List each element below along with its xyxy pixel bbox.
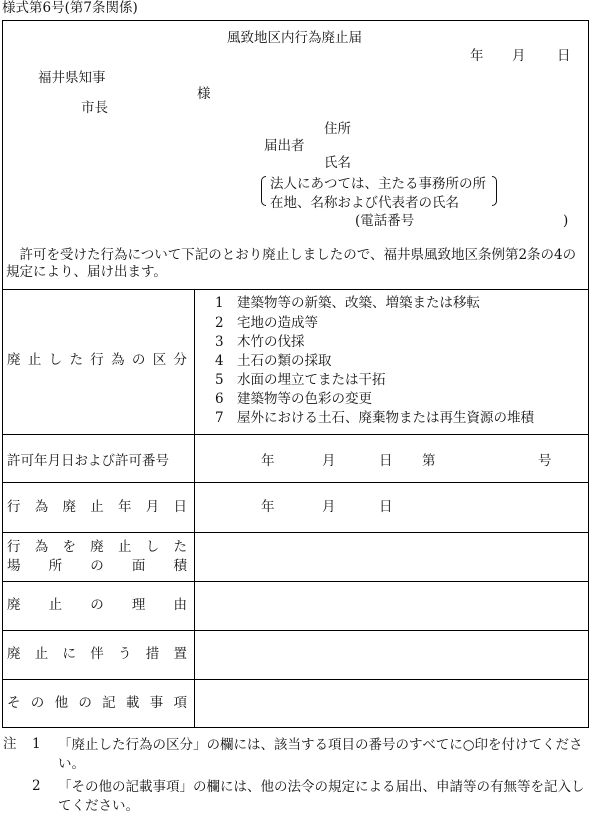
permit-label: 許可年月日および許可番号: [7, 453, 169, 469]
abolish-month-label: 月: [322, 499, 336, 515]
table-rule: [2, 434, 589, 435]
name-label: 氏名: [324, 155, 351, 171]
right-brace: [492, 176, 497, 206]
corporation-note-line1: 法人にあつては、主たる事務所の所: [270, 176, 486, 192]
measures-label: 廃 止 に 伴 う 措 置: [7, 646, 187, 662]
form-number: 様式第6号(第7条関係): [2, 0, 138, 16]
category-item[interactable]: 5 水面の埋立てまたは干拓: [215, 372, 386, 388]
other-items-label: そ の 他 の 記 載 事 項: [7, 695, 187, 711]
category-item[interactable]: 7 屋外における土石、廃棄物または再生資源の堆積: [215, 410, 534, 426]
abolish-date-label: 行 為 廃 止 年 月 日: [7, 499, 187, 515]
notifier-label: 届出者: [264, 138, 305, 154]
permit-year-label: 年: [261, 453, 275, 469]
category-item[interactable]: 6 建築物等の色彩の変更: [215, 391, 372, 407]
note-text: 「廃止した行為の区分」の欄には、該当する項目の番号のすべてに○印を付けてください。: [58, 737, 583, 772]
note-number: 1: [32, 736, 41, 752]
table-column-divider: [194, 289, 195, 728]
permit-day-label: 日: [379, 453, 393, 469]
address-label: 住所: [324, 121, 351, 137]
document-title: 風致地区内行為廃止届: [227, 30, 362, 46]
table-rule: [2, 630, 589, 631]
table-rule: [2, 532, 589, 533]
area-label-line1: 行 為 を 廃 止 し た: [7, 539, 187, 555]
corporation-note-line2: 在地、名称および代表者の氏名: [270, 195, 459, 211]
addressee-mayor: 市長: [81, 100, 108, 116]
area-label-line2: 場 所 の 面 積: [7, 558, 187, 574]
notes-heading: 注: [3, 736, 17, 752]
addressee-governor: 福井県知事: [38, 70, 106, 86]
reason-label: 廃 止 の 理 由: [7, 597, 187, 613]
category-item[interactable]: 4 土石の類の採取: [215, 353, 332, 369]
category-item[interactable]: 1 建築物等の新築、改築、増築または移転: [215, 295, 480, 311]
abolish-day-label: 日: [379, 499, 393, 515]
table-rule: [2, 679, 589, 680]
date-month-label: 月: [512, 48, 526, 64]
table-rule: [2, 289, 589, 290]
permit-month-label: 月: [322, 453, 336, 469]
table-rule: [2, 482, 589, 483]
abolish-year-label: 年: [261, 499, 275, 515]
permit-go-label: 号: [538, 453, 552, 469]
date-year-label: 年: [470, 48, 484, 64]
permit-dai-label: 第: [422, 453, 436, 469]
date-day-label: 日: [557, 48, 571, 64]
category-item[interactable]: 2 宅地の造成等: [215, 315, 318, 331]
category-item[interactable]: 3 木竹の伐採: [215, 334, 305, 350]
table-rule: [2, 581, 589, 582]
category-label: 廃 止 し た 行 為 の 区 分: [7, 352, 187, 368]
note-text: 「その他の記載事項」の欄には、他の法令の規定による届出、申請等の有無等を記入してください。: [58, 779, 585, 814]
left-brace: [261, 176, 266, 206]
intro-paragraph: 許可を受けた行為について下記のとおり廃止しましたので、福井県風致地区条例第2条の4の規定により、届け出ます。: [6, 247, 577, 280]
honorific-sama: 様: [197, 86, 211, 102]
phone-number-label: (電話番号: [355, 213, 415, 229]
phone-number-close: ): [563, 213, 569, 229]
note-number: 2: [32, 778, 41, 794]
